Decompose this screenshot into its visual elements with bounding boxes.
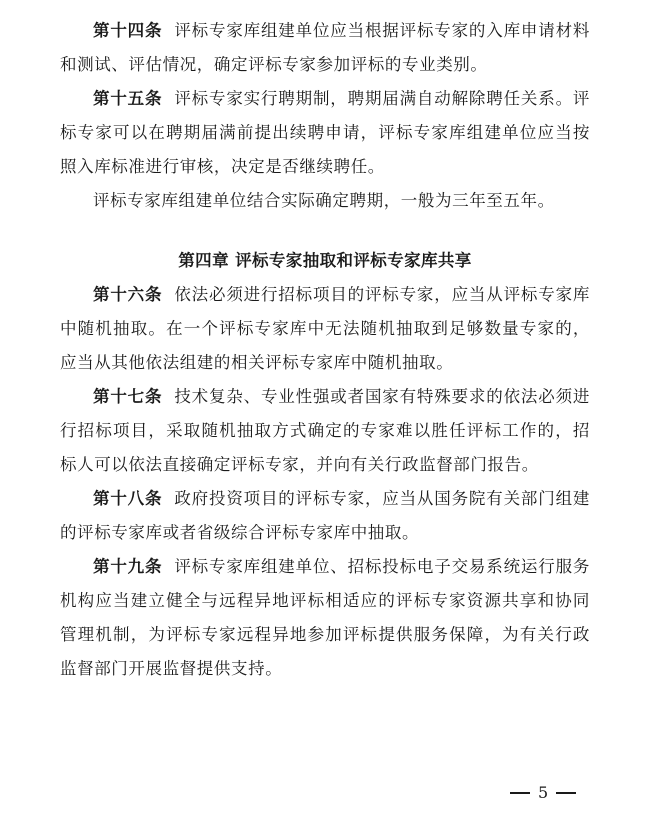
term-note [60,184,590,218]
article-label: 第十五条 [93,89,163,108]
article-label: 第十六条 [93,285,163,304]
article-18 [60,482,590,550]
article-label: 第十九条 [93,557,163,576]
article-label: 第十四条 [93,21,163,40]
article-text: 评标专家库组建单位结合实际确定聘期，一般为三年至五年。 [93,191,555,210]
article-17 [60,380,590,482]
article-14 [60,14,590,82]
article-text: 评标专家实行聘期制，聘期届满自动解除聘任关系。评标专家可以在聘期届满前提出续聘申请，评标专家库组建单位应当按照入库标准进行审核，决定是否继续聘任。 [60,89,590,176]
article-text: 评标专家库组建单位、招标投标电子交易系统运行服务机构应当建立健全与远程异地评标相适应的评标专家资源共享和协同管理机制，为评标专家远程异地参加评标提供服务保障，为有关行政监督部门开展监督提供支持。 [60,557,590,678]
page-number: 5 [538,783,549,802]
article-19 [60,550,590,686]
chapter-title: 第四章 评标专家抽取和评标专家库共享 [178,251,472,270]
article-text: 评标专家库组建单位应当根据评标专家的入库申请材料和测试、评估情况，确定评标专家参加评标的专业类别。 [60,21,590,74]
article-text: 政府投资项目的评标专家，应当从国务院有关部门组建的评标专家库或者省级综合评标专家库中抽取。 [60,489,590,542]
article-label: 第十七条 [93,387,163,406]
document-page [60,14,590,686]
page-footer [510,783,576,802]
dash-left [510,792,530,794]
article-16 [60,278,590,380]
dash-right [556,792,576,794]
article-15 [60,82,590,184]
article-text: 技术复杂、专业性强或者国家有特殊要求的依法必须进行招标项目，采取随机抽取方式确定的专家难以胜任评标工作的，招标人可以依法直接确定评标专家，并向有关行政监督部门报告。 [60,387,590,474]
article-text: 依法必须进行招标项目的评标专家，应当从评标专家库中随机抽取。在一个评标专家库中无法随机抽取到足够数量专家的，应当从其他依法组建的相关评标专家库中随机抽取。 [60,285,590,372]
article-label: 第十八条 [93,489,163,508]
